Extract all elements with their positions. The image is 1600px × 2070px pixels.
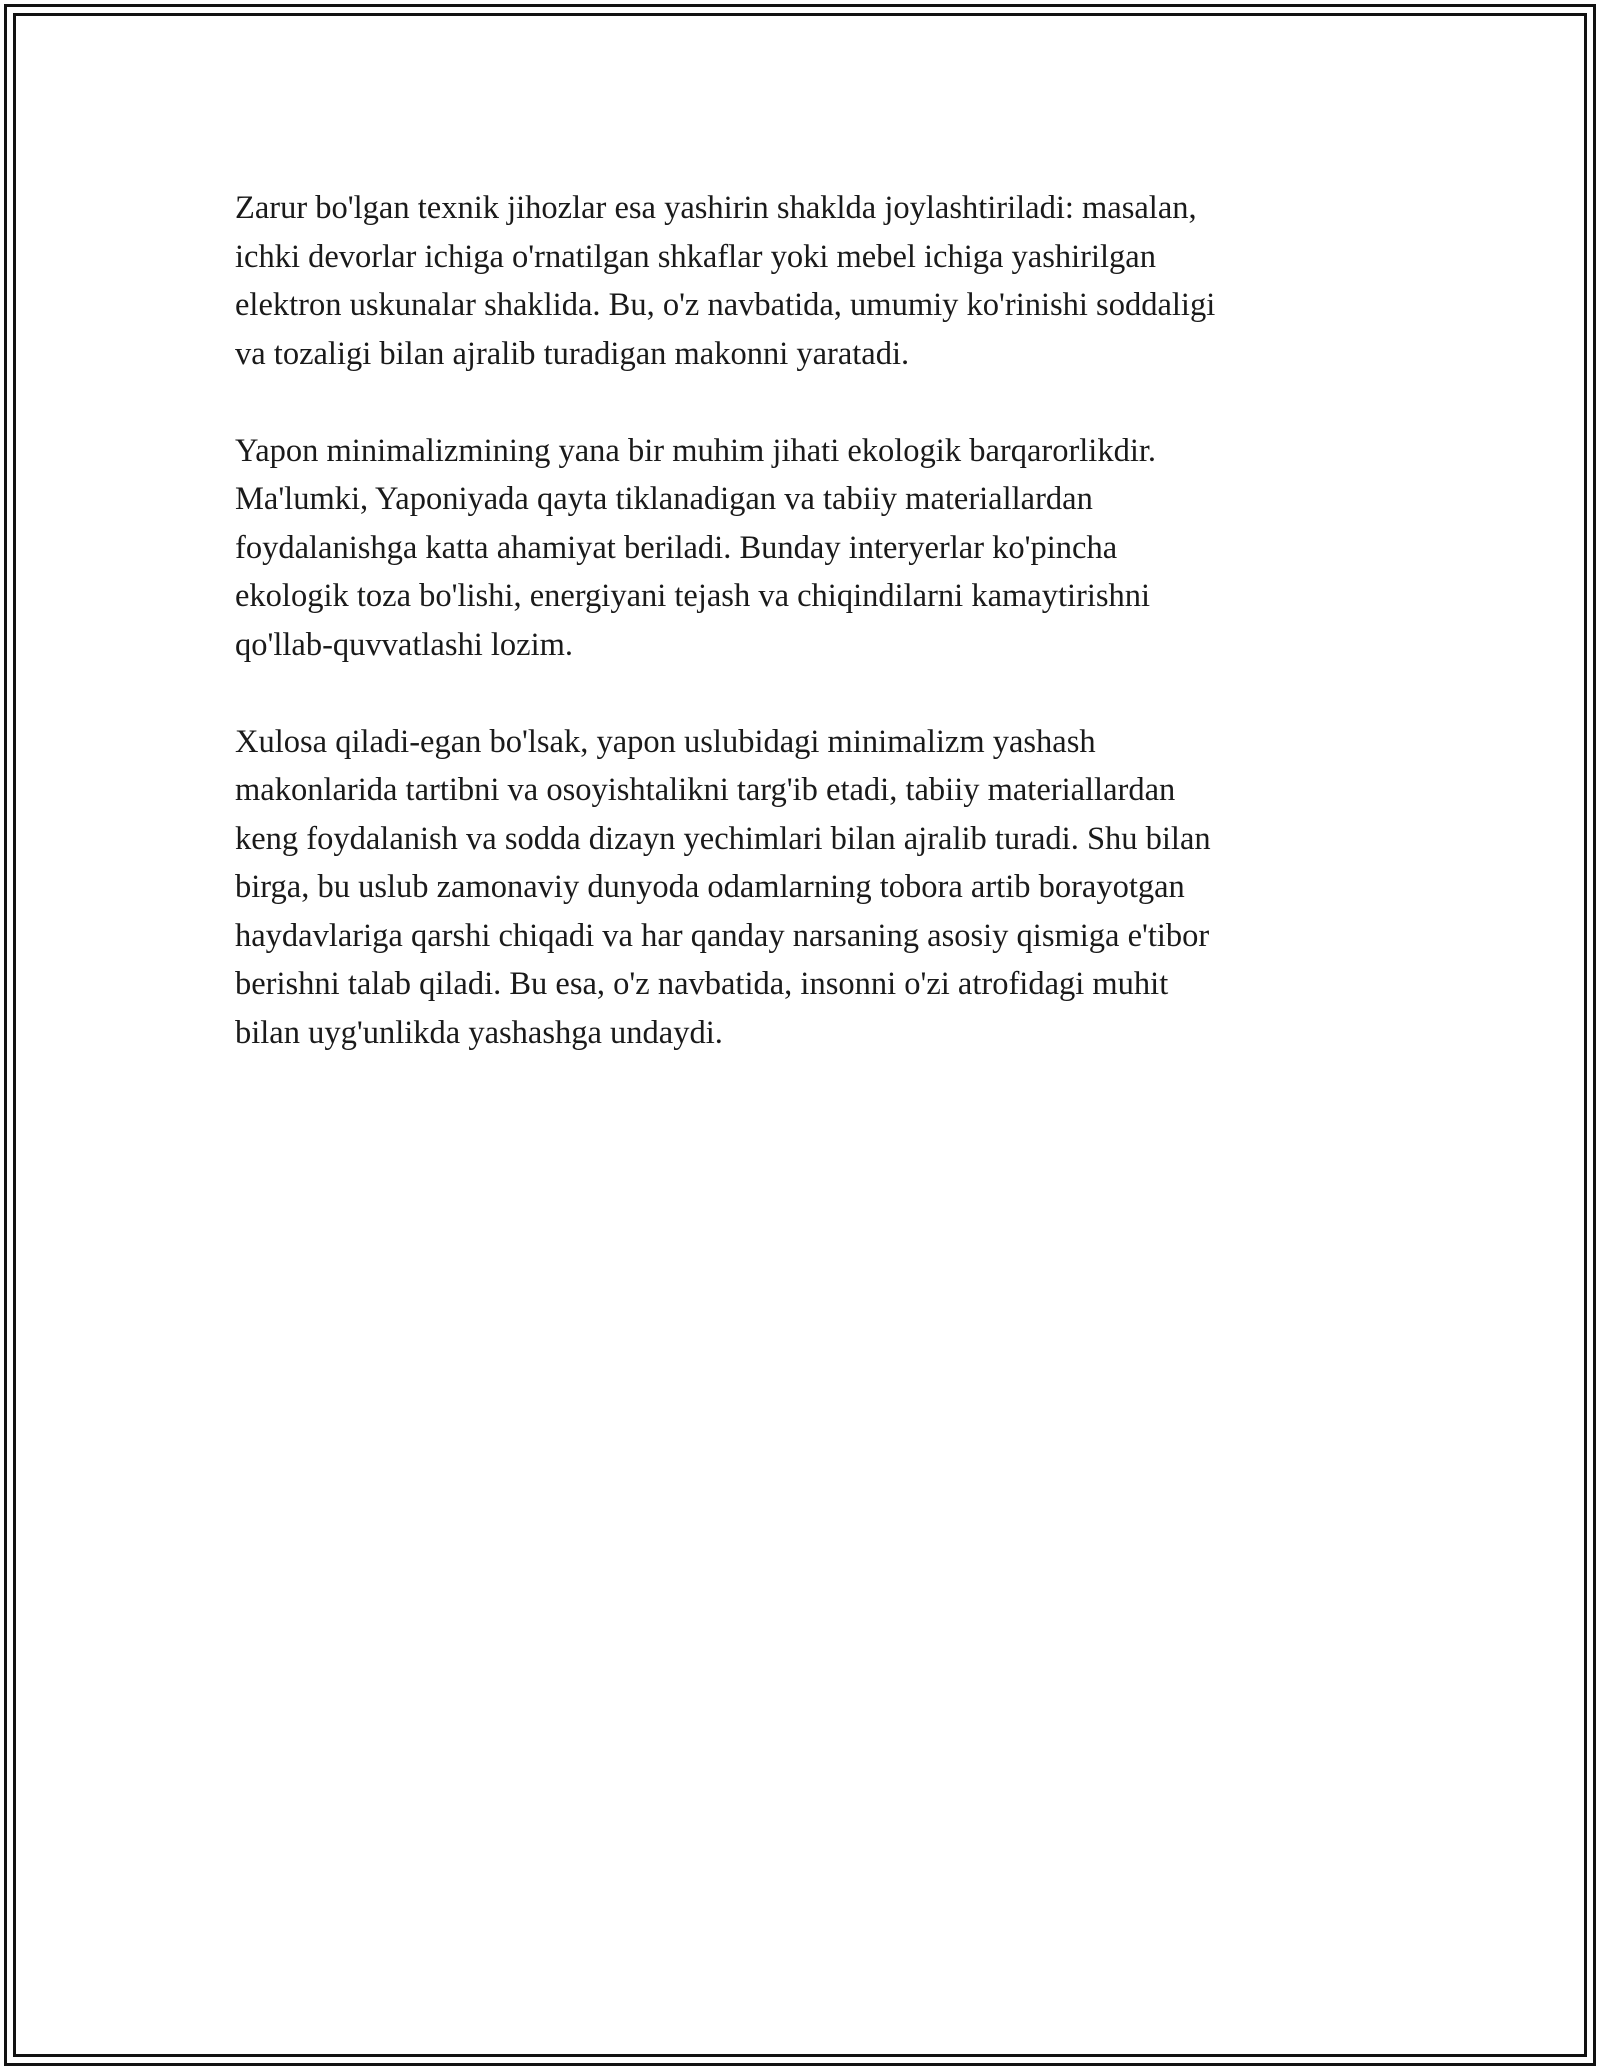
text-line: Zarur bo'lgan texnik jihozlar esa yashirin shaklda joylashtiriladi: masalan,: [235, 190, 1197, 226]
text-line: birga, bu uslub zamonaviy dunyoda odamlarning tobora artib borayotgan: [235, 869, 1185, 905]
text-line: ekologik toza bo'lishi, energiyani tejash va chiqindilarni kamaytirishni: [235, 578, 1151, 614]
paragraph-1: [235, 184, 1355, 378]
paragraph-2: [235, 427, 1355, 670]
text-line: keng foydalanish va sodda dizayn yechimlari bilan ajralib turadi. Shu bilan: [235, 820, 1211, 857]
text-line: Xulosa qiladi-egan bo'lsak, yapon uslubidagi minimalizm yashash: [235, 723, 1096, 760]
text-line: foydalanishga katta ahamiyat beriladi. Bunday interyerlar ko'pincha: [235, 529, 1118, 566]
document-body: [235, 184, 1355, 1106]
text-line: berishni talab qiladi. Bu esa, o'z navbatida, insonni o'zi atrofidagi muhit: [235, 966, 1169, 1002]
text-line: va tozaligi bilan ajralib turadigan makonni yaratadi.: [235, 335, 910, 372]
text-line: qo'llab-quvvatlashi lozim.: [235, 626, 574, 663]
text-line: elektron uskunalar shaklida. Bu, o'z navbatida, umumiy ko'rinishi soddaligi: [235, 287, 1216, 323]
text-line: Ma'lumki, Yaponiyada qayta tiklanadigan va tabiiy materiallardan: [235, 481, 1093, 517]
text-line: bilan uyg'unlikda yashashga undaydi.: [235, 1014, 723, 1051]
text-line: makonlarida tartibni va osoyishtalikni targ'ib etadi, tabiiy materiallardan: [235, 772, 1176, 808]
paragraph-3: [235, 718, 1355, 1058]
text-line: ichki devorlar ichiga o'rnatilgan shkaflar yoki mebel ichiga yashirilgan: [235, 238, 1156, 275]
text-line: haydavlariga qarshi chiqadi va har qanday narsaning asosiy qismiga e'tibor: [235, 917, 1210, 954]
text-line: Yapon minimalizmining yana bir muhim jihati ekologik barqarorlikdir.: [235, 432, 1157, 469]
